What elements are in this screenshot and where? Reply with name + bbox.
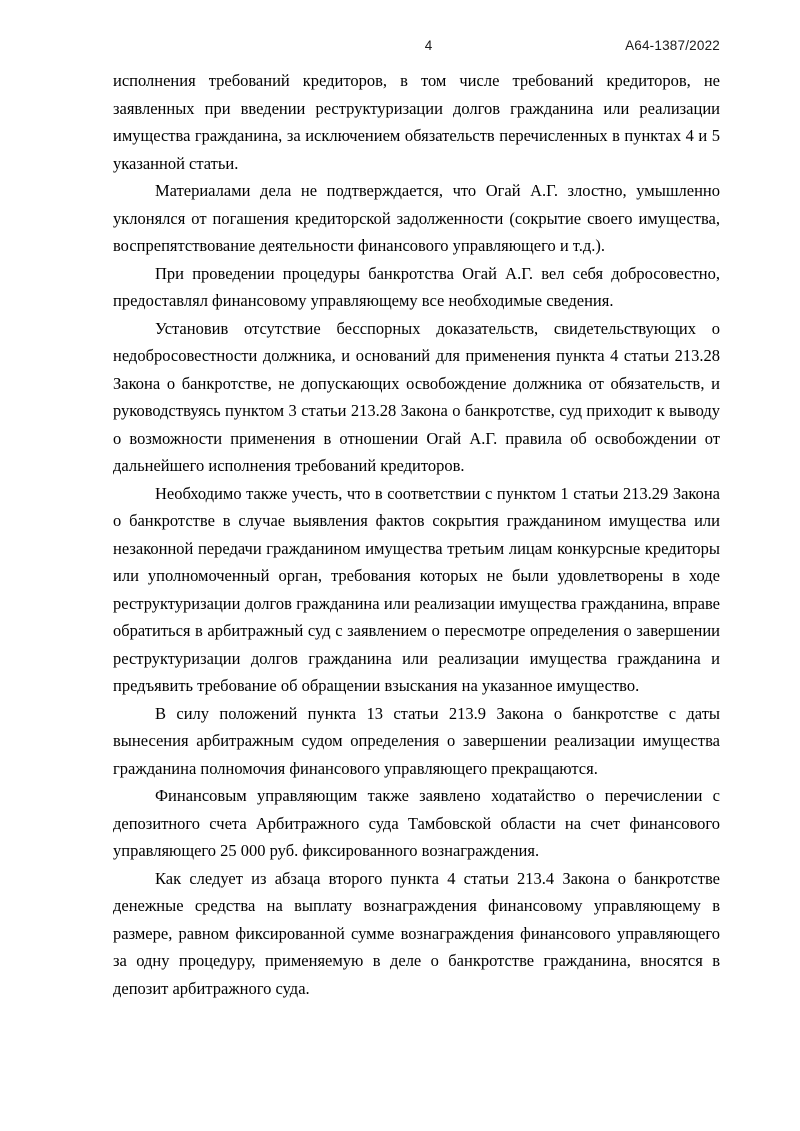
paragraph: Необходимо также учесть, что в соответствии с пунктом 1 статьи 213.29 Закона о банкротстве в случае выявления фактов сокрытия гражданином имущества или незаконной передачи гражданином имущества третьим лицам конкурсные кредиторы или уполномоченный орган, требования которых не были удовлетворены в ходе реструктуризации долгов гражданина или реализации имущества гражданина, вправе обратиться в арбитражный суд с заявлением о пересмотре определения о завершении реструктуризации долгов гражданина или реализации имущества гражданина и предъявить требование об обращении взыскания на указанное имущество.: [113, 483, 720, 695]
paragraph: Установив отсутствие бесспорных доказательств, свидетельствующих о недобросовестности должника, и оснований для применения пункта 4 статьи 213.28 Закона о банкротстве, не допускающих освобождение должника от обязательств, и руководствуясь пунктом 3 статьи 213.28 Закона о банкротстве, суд приходит к выводу о возможности применения в отношении Огай А.Г. правила об освобождении от дальнейшего исполнения требований кредиторов.: [113, 318, 720, 475]
page-header: [113, 38, 720, 53]
paragraph: Материалами дела не подтверждается, что Огай А.Г. злостно, умышленно уклонялся от погашения кредиторской задолженности (сокрытие своего имущества, воспрепятствование деятельности финансового управляющего и т.д.).: [113, 181, 720, 255]
paragraph: Финансовым управляющим также заявлено ходатайство о перечислении с депозитного счета Арбитражного суда Тамбовской области на счет финансового управляющего 25 000 руб. фиксированного вознаграждения.: [113, 786, 720, 860]
paragraph: При проведении процедуры банкротства Огай А.Г. вел себя добросовестно, предоставлял финансовому управляющему все необходимые сведения.: [113, 263, 720, 310]
paragraph-continuation: исполнения требований кредиторов, в том числе требований кредиторов, не заявленных при введении реструктуризации долгов гражданина или реализации имущества гражданина, за исключением обязательств перечисленных в пунктах 4 и 5 указанной статьи.: [113, 71, 720, 173]
document-body: [113, 67, 720, 1002]
page-number: 4: [424, 38, 433, 53]
paragraph: В силу положений пункта 13 статьи 213.9 Закона о банкротстве с даты вынесения арбитражным судом определения о завершении реализации имущества гражданина полномочия финансового управляющего прекращаются.: [113, 703, 720, 778]
case-number: А64-1387/2022: [625, 38, 720, 53]
paragraph: Как следует из абзаца второго пункта 4 статьи 213.4 Закона о банкротстве денежные средства на выплату вознаграждения финансовому управляющему в размере, равном фиксированной сумме вознаграждения финансового управляющего за одну процедуру, применяемую в деле о банкротстве гражданина, вносятся в депозит арбитражного суда.: [113, 868, 720, 998]
